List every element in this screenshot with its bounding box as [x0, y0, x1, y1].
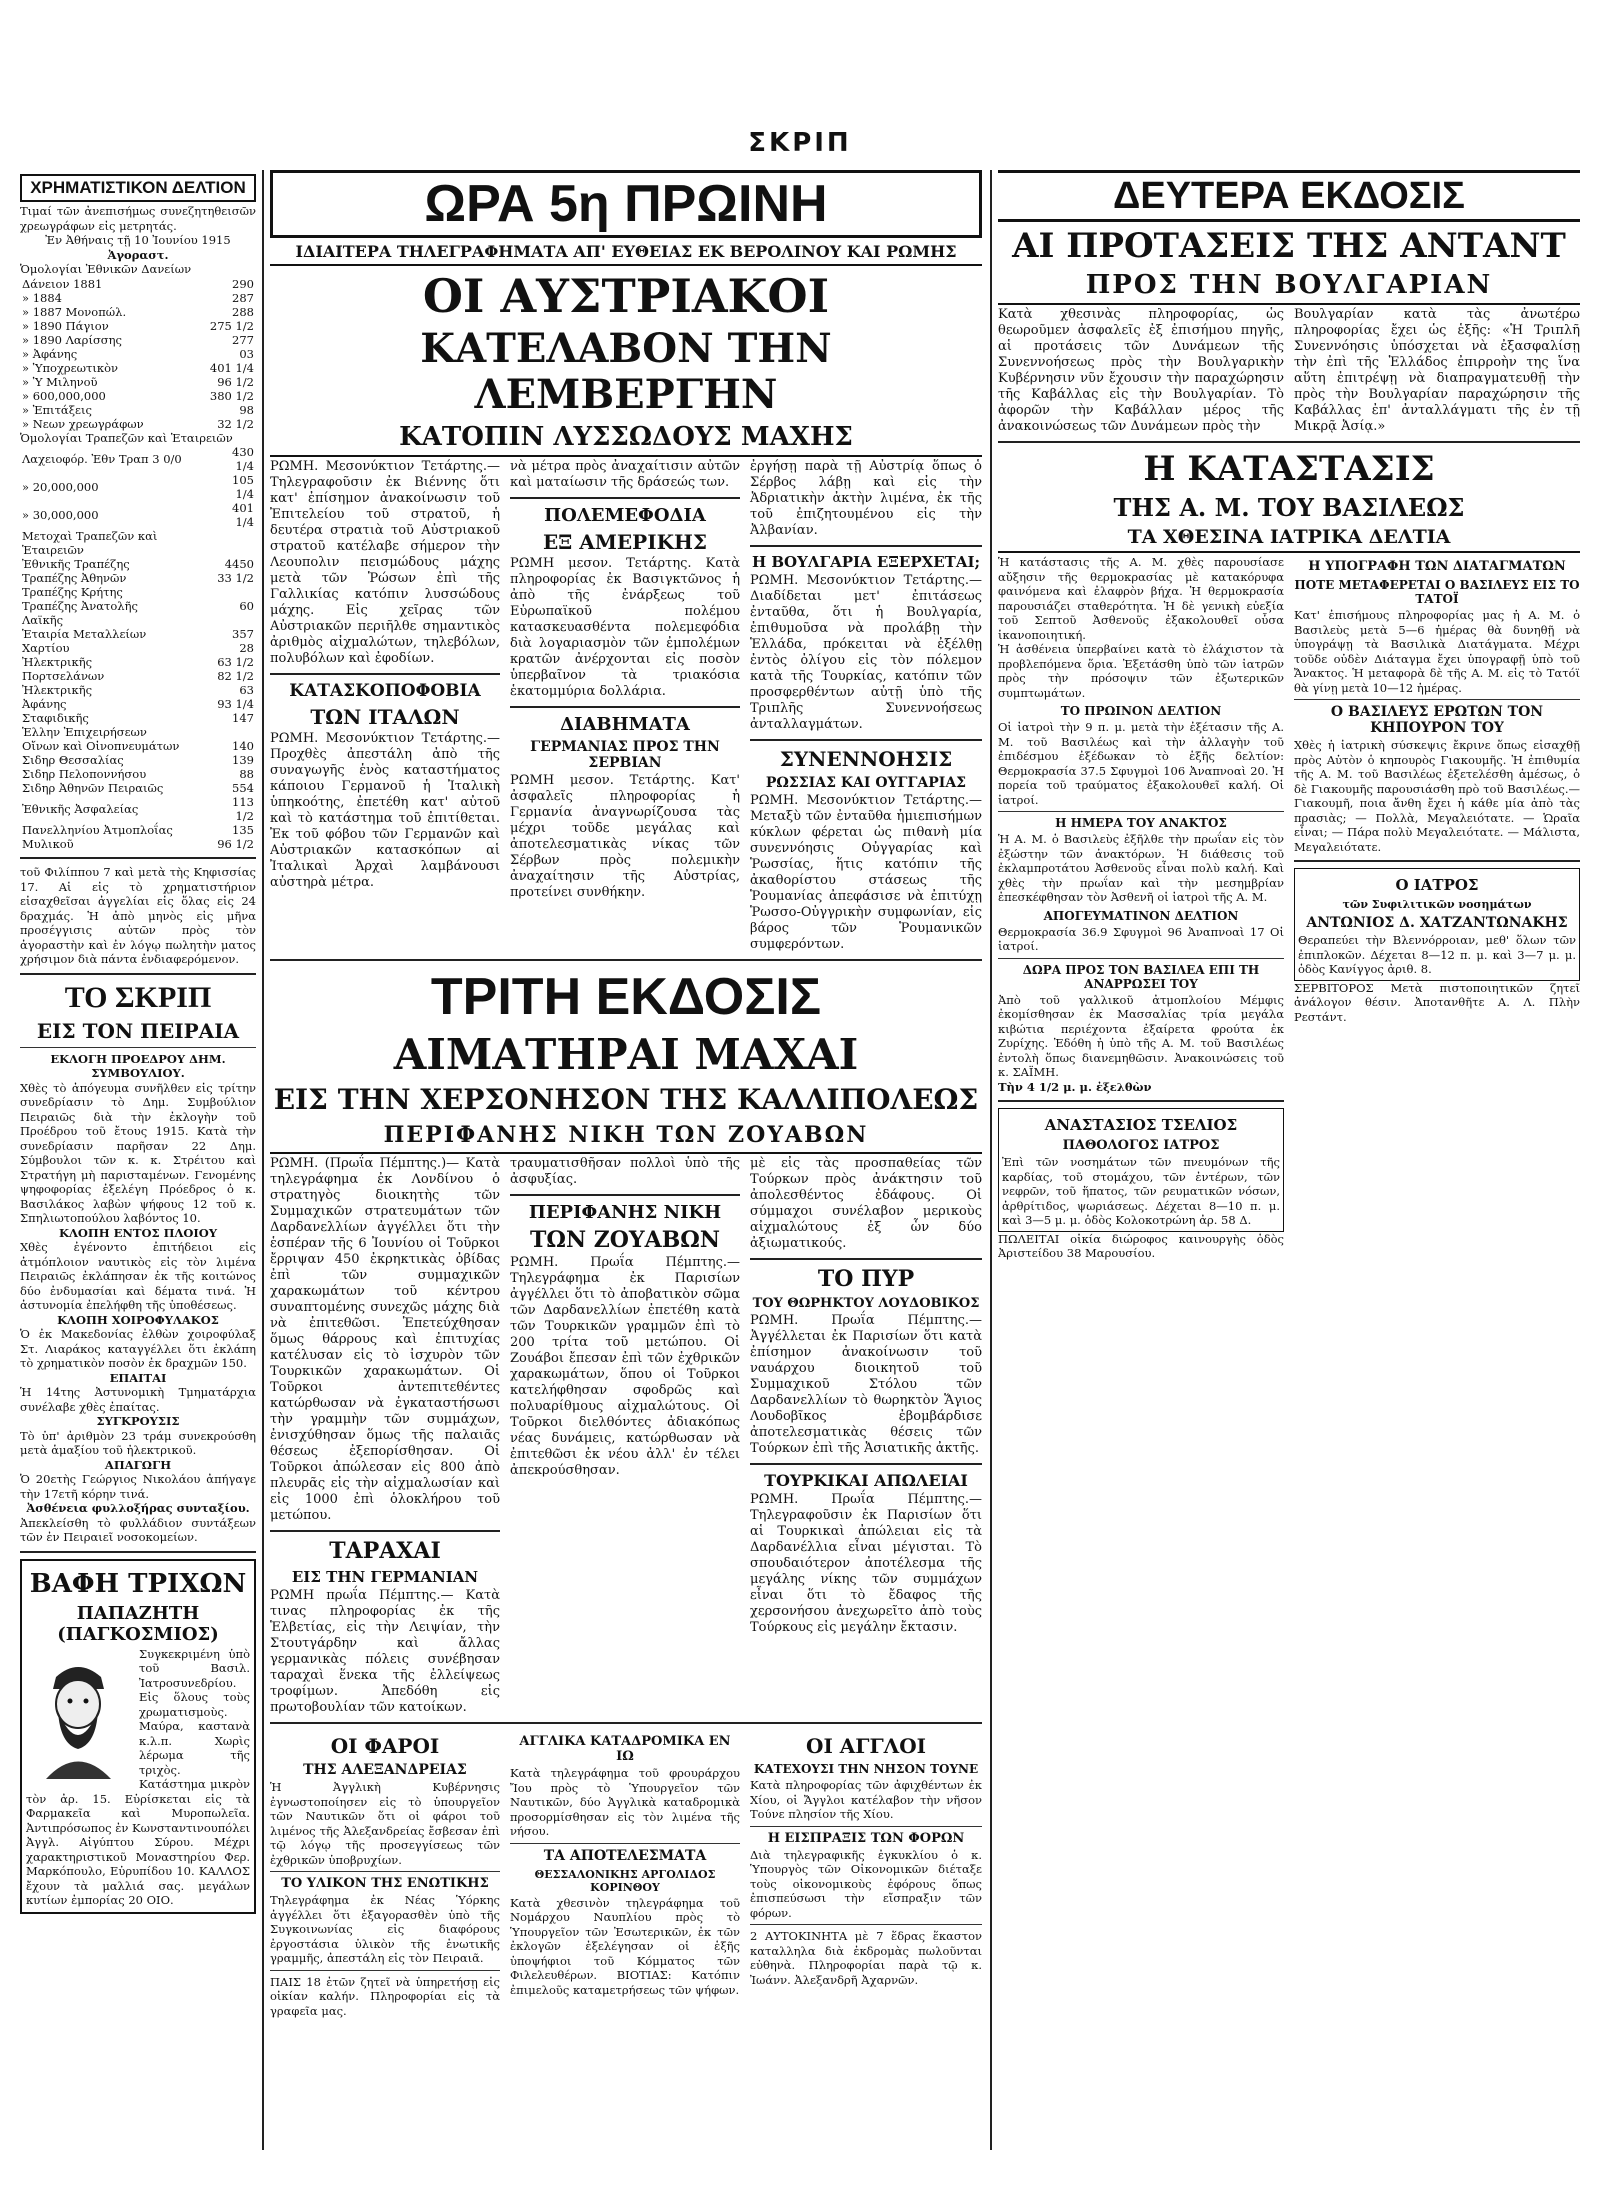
rates-label: Σιδηρ Θεσσαλίας [22, 753, 124, 767]
rates-label: » 600,000,000 [22, 388, 106, 403]
rates-value: 401 1/4 [209, 360, 254, 375]
apot-subtitle: ΘΕΣΣΑΛΟΝΙΚΗΣ ΑΡΓΟΛΙΔΟΣ ΚΟΡΙΝΘΟΥ [534, 1867, 716, 1894]
rates-row [20, 837, 256, 851]
signature-title: Η ΥΠΟΓΡΑΦΗ ΤΩΝ ΔΙΑΤΑΓΜΑΤΩΝ [1308, 559, 1566, 574]
gardener-body: Χθὲς ἡ ἰατρικὴ σύσκεψις ἔκρινε ὅπως εἰσαχθῇ πρὸς Αὐτὸν ὁ κηπουρὸς Γιακουμῆς. Ἡ ἐπιθυμία τῆς Α. Μ. τοῦ Βασιλέως ἐξετελέσθη ἀμέσως, ὁ δὲ Γιακουμῆς παρουσιάσθη πρὸ τοῦ Βασιλέως.— Γιακουμῆ, ποια ἄνθη ἔχει ἡ κάθε μία ἀπὸ τὰς πρασιὰς; — Πολλὰ, Μεγαλειότατε. — Ὡραῖα εἶναι; — Πάρα πολὺ Μεγαλειότατε. — Μάλιστα, Μεγαλειότατε. [1294, 738, 1580, 854]
rates-value: 105 1/4 [232, 473, 254, 501]
rates-value: 96 1/2 [217, 837, 254, 851]
rates-group-title: Ὁμολογίαι Ἐθνικῶν Δανείων [20, 262, 192, 276]
top-edition-band: ΩΡΑ 5η ΠΡΩΙΝΗ [270, 170, 982, 238]
anast-body: Ἐπὶ τῶν νοσημάτων τῶν πνευμόνων τῆς καρδίας, τοῦ στομάχου, τῶν ἐντέρων, τῶν νεφρῶν, τοῦ ἥπατος, τῶν ρευματικῶν νόσων, ἀρθρίτιδος, ψωριάσεως. Δέχεται 8—10 π. μ. καὶ 3—5 μ. μ. ὁδὸς Κολοκοτρώνη ἀρ. 58 Δ. [1002, 1155, 1280, 1227]
rates-value: 357 [232, 627, 254, 641]
rates-row [20, 711, 256, 725]
news-column [998, 555, 1284, 1261]
gallipoli-continuation: τραυματισθῆσαν πολλοὶ ὑπὸ τῆς ἀσφυξίας. [510, 1156, 740, 1187]
eisprax-title: Η ΕΙΣΠΡΑΞΙΣ ΤΩΝ ΦΟΡΩΝ [767, 1830, 965, 1846]
rates-label: » Ἐπιτάξεις [22, 402, 92, 417]
aggloi-body: Κατὰ πληροφορίας τῶν ἀφιχθέντων ἐκ Χίου, οἱ Ἄγγλοι κατέλαβον τὴν νῆσον Τούνε πλησίον τῆς Χίου. [750, 1778, 982, 1821]
rates-label: » 20,000,000 [22, 480, 99, 494]
piraeus-item-heading: ΚΛΟΠΗ ΧΟΙΡΟΦΥΛΑΚΟΣ [57, 1312, 219, 1327]
rates-value: 380 1/2 [209, 388, 254, 403]
yliki-body: Τηλεγράφημα ἐκ Νέας Ὑόρκης ἀγγέλλει ὅτι ἐξαγορασθὲν ὑπὸ τῆς Συγκοινωνίας εἰς διαφόρους ἐργοστάσια ὑλικὸν τῆς ἑνωτικῆς γραμμῆς, ἀπεστάλη εἰς τὸν Πειραιᾶ. [270, 1893, 500, 1965]
rates-label: » Ὑποχρεωτικὸν [22, 360, 118, 375]
tarax-body: ΡΩΜΗ πρωΐα Πέμπτης.— Κατὰ τινας πληροφορίας ἐκ τῆς Ἑλβετίας, εἰς τὴν Λειψίαν, τὴν Στουτγάρδην καὶ ἄλλας γερμανικὰς πόλεις συνέβησαν ταραχαὶ ἕνεκα τῆς ἐλλείψεως τροφίμων. Ἀπεδόθη εἰς πρωτοβουλίαν τῶν κατοίκων. [270, 1588, 500, 1715]
rates-value: 275 1/2 [209, 318, 254, 333]
signature-subtitle: ΠΟΤΕ ΜΕΤΑΦΕΡΕΤΑΙ Ο ΒΑΣΙΛΕΥΣ ΕΙΣ ΤΟ ΤΑΤΟΪ [1294, 578, 1580, 606]
rates-group-title: Ὁμολογίαι Τραπεζῶν καὶ Ἑταιρειῶν [20, 430, 233, 445]
rates-label: Ἀφάνης [22, 697, 67, 711]
rates-row [20, 375, 256, 389]
rates-value: 113 1/2 [232, 795, 254, 823]
rates-value: 96 1/2 [217, 374, 254, 389]
news-column [270, 1156, 500, 1716]
news-column [1294, 555, 1580, 1261]
evening-bulletin-body: Θερμοκρασία 36.9 Σφυγμοὶ 96 Ἀναπνοαὶ 17 Οἱ ἰατροί. [998, 924, 1284, 953]
rates-label: Τραπέζης Ἀνατολῆς [22, 599, 138, 613]
diab-body: ΡΩΜΗ μεσον. Τετάρτης. Κατ' ἀσφαλεῖς πληροφορίας ἡ Γερμανία ἀναγνωρίζουσα τὰς μέχρι τοῦδε μεγάλας καὶ ἀποτελεσματικὰς νίκας τῶν Σέρβων πρὸς πολεμικὴν ἀναχαίτησιν τῆς Αὐστρίας, προτείνει συνθήκην. [510, 773, 740, 900]
rates-value: 288 [232, 304, 254, 319]
nike-title: ΠΕΡΙΦΑΝΗΣ ΝΙΚΗ [528, 1202, 722, 1223]
aggloi-title: ΟΙ ΑΓΓΛΟΙ [806, 1734, 926, 1758]
classified-ad: ΠΑΙΣ 18 ἐτῶν ζητεῖ νὰ ὑπηρετήσῃ εἰς οἰκίαν καλήν. Πληροφορίαι εἰς τὰ γραφεῖα μας. [270, 1974, 500, 2018]
nike-body: ΡΩΜΗ. Πρωΐα Πέμπτης.— Τηλεγράφημα ἐκ Παρισίων ἀγγέλλει ὅτι τὸ ἀποβατικὸν σῶμα τῶν Δαρδανελλίων ἐπετέθη κατὰ τῶν Τουρκικῶν γραμμῶν ἐπὶ τὸ 200 τρίτα τοῦ μετώπου. Οἱ Ζουάβοι ἔπεσαν ἐπὶ τῶν ἐχθρικῶν χαρακωμάτων, ὅπου οἱ Τοῦρκοι κατελήφθησαν σφοδρῶς καὶ πολυαρίθμους αἰχμαλώτους. Οἱ Τοῦρκοι διελθόντες ἀδιακόπως νέας δυνάμεις, κατώρθωσαν νὰ ἐπιτεθῶσι ἐκ νέου ἀλλ' ἐν τέλει ἀπεκρούσθησαν. [510, 1255, 740, 1478]
rates-label: » 1887 Μονοπώλ. [22, 304, 127, 319]
anast-subtitle: ΠΑΘΟΛΟΓΟΣ ΙΑΤΡΟΣ [1062, 1138, 1220, 1153]
rates-label: Ἐθνικῆς Τραπέζης [22, 557, 130, 571]
headline-bloody-battles: ΑΙΜΑΤΗΡΑΙ ΜΑΧΑΙ [393, 1030, 859, 1079]
apot-title: ΤΑ ΑΠΟΤΕΛΕΣΜΑΤΑ [543, 1847, 707, 1864]
rates-label: Σιδηρ Πελοποννήσου [22, 767, 147, 781]
rates-subtitle: Ἀγοραστ. [107, 247, 169, 262]
rates-value [210, 585, 256, 599]
rates-label: Τραπέζης Ἀθηνῶν [22, 571, 127, 585]
rates-value: 135 [232, 823, 254, 837]
rates-row [20, 683, 256, 697]
headline-bulgaria: ΠΡΟΣ ΤΗΝ ΒΟΥΛΓΑΡΙΑΝ [998, 270, 1580, 305]
doctor-ad [998, 1108, 1284, 1232]
rates-table [20, 445, 256, 851]
news-column [750, 1156, 982, 1716]
topyr-body: ΡΩΜΗ. Πρωΐα Πέμπτης.— Ἀγγέλλεται ἐκ Παρισίων ὅτι κατὰ ἐπίσημον ἀνακοίνωσιν τοῦ ναυάρχου διοικητοῦ τοῦ Συμμαχικοῦ Στόλου τῶν Δαρδανελλίων τὸ θωρηκτὸν Ἅγιος Λουδοβῖκος ἐβομβάρδισε ἀποτελεσματικὰς θέσεις τῶν Τούρκων ἐπὶ τῆς Ἀσιατικῆς ἀκτῆς. [750, 1313, 982, 1456]
classified-ad: 2 ΑΥΤΟΚΙΝΗΤΑ μὲ 7 ἕδρας ἕκαστον καταλληλα διὰ ἐκδρομὰς πωλοῦνται εὐθηνὰ. Πληροφορίαι παρὰ τῷ κ. Ἰωάνν. Ἀλεξανδρῆ Ἀχαρνῶν. [750, 1929, 982, 1987]
news-column [270, 459, 500, 953]
rates-value: 554 [232, 781, 254, 795]
rates-label: Ἑταιρία Μεταλλείων [22, 627, 147, 641]
rates-value: 277 [232, 332, 254, 347]
angl-title: ΑΓΓΛΙΚΑ ΚΑΤΑΔΡΟΜΙΚΑ ΕΝ ΙΩ [519, 1734, 731, 1764]
rates-row [20, 333, 256, 347]
rates-value: 430 1/4 [232, 445, 254, 473]
rates-value: 28 [239, 641, 254, 655]
rates-intro: Τιμαί τῶν ἀνεπισήμως συνεζητηθεισῶν χρεωγράφων εἰς μετρητάς. [20, 204, 256, 233]
piraeus-item-heading: ΕΠΑΙΤΑΙ [109, 1370, 167, 1385]
rates-row [20, 795, 256, 823]
rates-value: 290 [232, 276, 254, 291]
signature-body: Κατ' ἐπισήμους πληροφορίας μας ἡ Α. Μ. ὁ Βασιλεὺς μετὰ 5—6 ἡμέρας θὰ δυνηθῇ νὰ ὑπογράψῃ τὰ Βασιλικὰ Διατάγματα. Μέχρι τοῦδε οὐδὲν Διάταγμα ἔχει ὑπογραφῇ ὑπὸ τοῦ Ἄνακτος. Ἡ μεταφορὰ δὲ τῆς Α. Μ. εἰς τὸ Τατόϊ θὰ γίνῃ μετὰ 10—12 ἡμέρας. [1294, 608, 1580, 695]
synen-title: ΣΥΝΕΝΝΟΗΣΙΣ [779, 747, 953, 771]
kataskopo-subtitle: ΤΩΝ ΙΤΑΛΩΝ [310, 705, 460, 729]
rates-table [20, 277, 256, 431]
iatr-body: Θεραπεύει τὴν Βλεννόρροιαν, μεθ' ὅλων τῶν ἐπιπλοκῶν. Δέχεται 8—12 π. μ. καὶ 3—7 μ. μ. ὁδὸς Κανίγγος ἀριθ. 8. [1298, 933, 1576, 976]
column-right [998, 170, 1580, 2150]
headline-austrians: ΟΙ ΑΥΣΤΡΙΑΚΟΙ [422, 269, 830, 323]
tour-title: ΤΟΥΡΚΙΚΑΙ ΑΠΩΛΕΙΑΙ [764, 1471, 968, 1490]
rates-label: Ἑλλην Ἐπιχειρήσεων [22, 725, 147, 739]
gallipoli-lead: ΡΩΜΗ. (Πρωΐα Πέμπτης.)— Κατὰ τηλεγράφημα ἐκ Λονδίνου ὁ στρατηγὸς διοικητὴς τῶν Συμμαχικῶν στρατευμάτων τῶν Δαρδανελλίων ἀγγέλλει ὅτι τὴν ἑσπέραν τῆς 6 Ἰουνίου οἱ Τοῦρκοι ἔρριψαν 450 ἐκρηκτικὰς ὀβίδας ἐπὶ τῶν συμμαχικῶν χαρακωμάτων τοῦ κέντρου συναπτομένης συνεχῶς μάχης διὰ νὰ ἐπιτεθῶσι. Ἐπετεύχθησαν ὅμως θάρρους καὶ ἐπιτυχίας κατέλυσαν εἰς τὸ ἰσχυρὸν τῶν Τουρκικῶν χαρακωμάτων. Οἱ Τοῦρκοι ἀντεπιτεθέντες κατώρθωσαν νὰ ἐγκαταστήσωσι τὴν γραμμὴν τῶν συμμάχων, ἐνισχύθησαν ὅμως τῆς παλαιᾶς θέσεως ἐξεπορίσθησαν. Οἱ Τοῦρκοι ἀπώλεσαν εἰς 800 ἀπὸ πλευρᾶς εἰς τὴν αἰχμαλωσίαν καὶ εἰς 1000 ἐπὶ ὁλοκλήρου τοῦ μετώπου. [270, 1156, 500, 1523]
tarax-title: ΤΑΡΑΧΑΙ [329, 1538, 441, 1564]
rates-row [20, 753, 256, 767]
rates-row [20, 669, 256, 683]
rates-label: Σιδηρ Ἀθηνῶν Πειραιῶς [22, 781, 164, 795]
rates-row [20, 823, 256, 837]
rates-value: 4450 [224, 557, 254, 571]
rates-value: 88 [239, 767, 254, 781]
nike-subtitle: ΤΩΝ ΖΟΥΑΒΩΝ [529, 1227, 720, 1253]
rates-label: » Ὑ Μιληνοῦ [22, 374, 98, 389]
rates-label: » 1890 Λαρίσσης [22, 332, 122, 347]
evening-bulletin-title: ΑΠΟΓΕΥΜΑΤΙΝΟΝ ΔΕΛΤΙΟΝ [1043, 908, 1239, 923]
headline-lemberg: ΚΑΤΕΛΑΒΟΝ ΤΗΝ ΛΕΜΒΕΡΓΗΝ [420, 325, 832, 418]
rates-label: Πανελληνίου Ἀτμοπλοΐας [22, 823, 173, 837]
piraeus-item-heading: ΣΥΓΚΡΟΥΣΙΣ [96, 1414, 180, 1428]
king-condition-body-2: Ἡ ἀσθένεια ὑπερβαίνει κατὰ τὸ ἐλάχιστον τὰ προβλεπόμενα ὅρια. Ἐξετάσθη ὑπὸ τῶν ἰατρῶν πρὸς τὴν πρόσοψιν τῶν ἐξωτερικῶν συμπτωμάτων. [998, 642, 1284, 700]
news-column [510, 459, 740, 953]
iatr-title: Ο ΙΑΤΡΟΣ [1395, 876, 1479, 894]
king-condition-subtitle: ΤΗΣ Α. Μ. ΤΟΥ ΒΑΣΙΛΕΩΣ [1113, 493, 1465, 522]
column-rule [262, 170, 264, 2150]
rates-value: 32 1/2 [217, 416, 254, 431]
tour-body: ΡΩΜΗ. Πρωΐα Πέμπτης.— Τηλεγραφοῦσιν ἐκ Παρισίων ὅτι αἱ Τουρκικαὶ ἀπώλειαι εἰς τὰ Δαρδανέλλια εἶναι μέγισται. Τὸ σπουδαιότερον ἀποτέλεσμα τῆς μεγάλης νίκης τῶν συμμάχων εἶναι ὅτι τὸ ἔδαφος τῆς χερσονήσου ἀνεχωρεῖτο ἀπὸ τοὺς Τούρκους εἰς μεγάλην ἔκτασιν. [750, 1492, 982, 1635]
rates-dateline: Ἐν Ἀθήναις τῇ 10 Ἰουνίου 1915 [45, 233, 231, 247]
news-column [510, 1730, 740, 2018]
news-column [510, 1156, 740, 1716]
rates-label: » Νεων χρεωγράφων [22, 416, 144, 431]
farol-title: ΟΙ ΦΑΡΟΙ [330, 1734, 440, 1758]
king-day-title: Η ΗΜΕΡΑ ΤΟΥ ΑΝΑΚΤΟΣ [1055, 816, 1227, 830]
gardener-title: Ο ΒΑΣΙΛΕΥΣ ΕΡΩΤΩΝ ΤΟΝ ΚΗΠΟΥΡΟΝ ΤΟΥ [1330, 704, 1544, 736]
rates-row [20, 445, 256, 473]
rates-row [20, 585, 256, 599]
piraeus-item-body: Χθὲς ἐγένοντο ἐπιτήδειοι εἰς ἀτμόπλοιον ναυτικὸς εἰς τὸν λιμένα Πειραιῶς ἐκλάπησαν ἐκ τῆς κοιτώνος δύο ἐνδυμασίαι καὶ δέματα τινά. Ἡ ἀστυνομία ἐπελήφθη τῆς ὑποθέσεως. [20, 1240, 256, 1312]
tarax-subtitle: ΕΙΣ ΤΗΝ ΓΕΡΜΑΝΙΑΝ [291, 1568, 479, 1586]
rates-row [20, 767, 256, 781]
rates-label: Ἐθνικῆς Ἀσφαλείας [22, 802, 139, 816]
morning-bulletin-title: ΤΟ ΠΡΩΙΝΟΝ ΔΕΛΤΙΟΝ [1060, 704, 1222, 718]
voulg-title: Η ΒΟΥΛΓΑΡΙΑ ΕΞΕΡΧΕΤΑΙ; [751, 553, 981, 571]
rates-row [20, 389, 256, 403]
piraeus-item-body: Ὁ 20ετὴς Γεώργιος Νικολάου ἀπήγαγε τὴν 17ετῆ κόρην τινά. [20, 1472, 256, 1501]
lead-article: ΡΩΜΗ. Μεσονύκτιον Τετάρτης.— Τηλεγραφοῦσιν ἐκ Βιέννης ὅτι κατ' ἐπίσημον ἀνακοίνωσιν τοῦ Ἐπιτελείου τοῦ στρατοῦ, ἡ δευτέρα στρατιὰ τοῦ Αὐστριακοῦ στρατοῦ κατέλαβε σήμερον τὴν Λεουπολιν πεισμώδους μάχης μετὰ τῶν Ῥώσων ἐπὶ τῆς Γαλλικίας κατόπιν λυσσώδους μάχης. Εἰς χεῖρας τῶν Αὐστριακῶν περιῆλθε σημαντικὸς ἀριθμὸς αἰχμαλώτων, τηλεβόλων, πολυβόλων καὶ ἐφοδίων. [270, 459, 500, 666]
rates-label: Χαρτίου [22, 641, 70, 655]
rates-label: Ἠλεκτρικῆς [22, 655, 93, 669]
king-condition-body: Ἡ κατάστασις τῆς Α. Μ. χθὲς παρουσίασε αὔξησιν τῆς θερμοκρασίας μὲ κατακόρυφα φαινόμενα καὶ ἐλαφρὸν βήχα. Ἡ θερμοκρασία παρουσιάζει σταθερότητα. Ἡ δὲ γενικὴ εὐεξία τοῦ Σεπτοῦ Ἀσθενοῦς ἐξακολουθεῖ οὖσα ἱκανοποιητική. [998, 555, 1284, 642]
kataskopo-title: ΚΑΤΑΣΚΟΠΟΦΟΒΙΑ [289, 681, 481, 701]
rates-row [20, 291, 256, 305]
rates-label: » 1884 [22, 290, 62, 305]
rates-value: 33 1/2 [217, 571, 254, 585]
hair-ad-subtitle: ΠΑΠΑΖΗΤΗ (ΠΑΓΚΟΣΜΙΟΣ) [57, 1602, 219, 1645]
piraeus-item-heading: Ἀσθένεια φυλλοξήρας συνταξίου. [26, 1501, 250, 1515]
rates-label: Ἠλεκτρικῆς [22, 683, 93, 697]
diab-subtitle: ΓΕΡΜΑΝΙΑΣ ΠΡΟΣ ΤΗΝ ΣΕΡΒΙΑΝ [530, 739, 720, 771]
col3-top: μὲ εἰς τὰς προσπαθείας τῶν Τούρκων πρὸς ἀνάκτησιν τοῦ ἀπολεσθέντος ἐδάφους. Οἱ σύμμαχοι συνέλαβον μερικοὺς αἰχμαλώτους ἐξ ὧν δύο ἀξιωματικούς. [750, 1156, 982, 1251]
medical-bulletins-title: ΤΑ ΧΘΕΣΙΝΑ ΙΑΤΡΙΚΑ ΔΕΛΤΙΑ [998, 526, 1580, 553]
piraeus-news-list [20, 1052, 256, 1545]
polem-subtitle: ΕΞ ΑΜΕΡΙΚΗΣ [543, 530, 707, 554]
rates-label: » Ἀφάνης [22, 346, 78, 361]
rates-row [20, 557, 256, 571]
rates-value: 401 1/4 [232, 501, 254, 529]
rates-label: » 30,000,000 [22, 508, 99, 522]
rates-value: 147 [232, 711, 254, 725]
piraeus-item-heading: ΕΚΛΟΓΗ ΠΡΟΕΔΡΟΥ ΔΗΜ. ΣΥΜΒΟΥΛΙΟΥ. [50, 1051, 226, 1080]
headline-battle: ΚΑΤΟΠΙΝ ΛΥΣΣΩΔΟΥΣ ΜΑΧΗΣ [270, 422, 982, 457]
hair-ad-body: Συγκεκριμένη ὑπὸ τοῦ Βασιλ. Ἰατροσυνεδρίου. Εἰς ὅλους τοὺς χρωματισμοὺς. Μαύρα, καστανὰ κ.λ.π. Χωρὶς λέρωμα τῆς τριχὸς. Κατάστημα μικρὸν τὸν ἀρ. 15. Εὑρίσκεται εἰς τὰ Φαρμακεῖα καὶ Μυροπωλεῖα. Ἀντιπρόσωπος ἐν Κωνσταντινουπόλει Ἀγγλ. Αἰγύπτου Σύρου. Μέχρι χαρακτηριστικοῦ Μοναστηρίου Φερ. Μαρκόπουλο, Εὐρυπίδου 10. ΚΑΛΛΟΣ ἔχουν τὰ μαλλιά σας. μεγάλων κυτίων ἐμπορίας 20 ΟΙΟ. [26, 1646, 250, 1907]
eisprax-body: Διὰ τηλεγραφικῆς ἐγκυκλίου ὁ κ. Ὑπουργὸς τῶν Οἰκονομικῶν διέταξε τοὺς οἰκονομικοὺς ἐφόρους ὅπως ἐπισπεύσωσι τὴν εἴσπραξιν τῶν φόρων. [750, 1847, 982, 1920]
classified-ad: ΠΩΛΕΙΤΑΙ οἰκία διώροφος καινουργὴς ὁδὸς Ἀριστείδου 38 Μαρουσίου. [998, 1231, 1284, 1260]
anast-title: ΑΝΑΣΤΑΣΙΟΣ ΤΣΕΛΙΟΣ [1044, 1116, 1238, 1134]
synen-subtitle: ΡΩΣΣΙΑΣ ΚΑΙ ΟΥΓΓΑΡΙΑΣ [765, 775, 967, 791]
rates-value: 140 [232, 739, 254, 753]
rates-label: Σταφιδικῆς [22, 711, 89, 725]
classified-ad: ΣΕΡΒΙΤΟΡΟΣ Μετὰ πιστοποιητικῶν ζητεῖ ἀνάλογον θέσιν. Ἀποτανθῆτε Α. Λ. Πλὴν Ρεστάντ. [1294, 980, 1580, 1024]
rates-value: 287 [232, 290, 254, 305]
headline-zouaves: ΠΕΡΙΦΑΝΗΣ ΝΙΚΗ ΤΩΝ ΖΟΥΑΒΩΝ [270, 1121, 982, 1154]
rates-row [20, 627, 256, 641]
rates-row [20, 277, 256, 291]
rates-row [20, 781, 256, 795]
rates-label: Λαχειοφόρ. Ἐθν Τραπ 3 0/0 [22, 452, 182, 466]
iatr-name: ΑΝΤΩΝΙΟΣ Δ. ΧΑΤΖΑΝΤΩΝΑΚΗΣ [1306, 915, 1568, 931]
masthead: ΣΚΡΙΠ [748, 128, 852, 158]
hair-dye-ad [20, 1559, 256, 1914]
entente-body-cont: Βουλγαρίαν κατὰ τὰς ἀνωτέρω πληροφορίας ἔχει ὡς ἑξῆς: «Ἡ Τριπλῆ Συνεννόησις ὑπόσχεται νὰ ἐξασφαλίσῃ τὴν ἐπὶ τῆς Ἑλλάδος ἐπιρροὴν της ἵνα αὕτη ἐπιτρέψῃ νὰ διαπραγματευθῇ τὴν πρὸς τὴν Βουλγαρίαν παραχώρησιν τῆς Καβάλλας ἐπ' ἀνταλλάγματι τῆς ἐν τῇ Μικρᾷ Ἀσίᾳ.» [1294, 307, 1580, 434]
rates-label: Μυλικοῦ [22, 837, 74, 851]
rates-label: Μετοχαὶ Τραπεζῶν καὶ Ἑταιρειῶν [22, 529, 158, 557]
kataskopo-body: ΡΩΜΗ. Μεσονύκτιον Τετάρτης.— Προχθὲς ἀπεστάλη ἀπὸ τῆς συναγωγῆς ἑνὸς καταστήματος κάποιου Γερμανοῦ ἡ Ἰταλικὴ ὑπηκοότης, ἐπετέθη κατ' αὐτοῦ καὶ τὸ κατάστημα τοῦ ἐπιτίθεται. Ἐκ τοῦ φόβου τῶν Γερμανῶν καὶ Αὐστριακῶν κατασκόπων αἱ Ἰταλικαὶ Ἀρχαὶ λαμβάνουσι αὐστηρὰ μέτρα. [270, 731, 500, 890]
rates-row [20, 599, 256, 613]
hair-ad-title: ΒΑΦΗ ΤΡΙΧΩΝ [29, 1568, 247, 1599]
king-condition-title: Η ΚΑΤΑΣΤΑΣΙΣ [1143, 449, 1435, 489]
headline-entente: ΑΙ ΠΡΟΤΑΣΕΙΣ ΤΗΣ ΑΝΤΑΝΤ [1012, 226, 1566, 266]
rates-value: 82 1/2 [217, 669, 254, 683]
rates-value: 63 [239, 683, 254, 697]
rates-label: Λαϊκῆς [22, 613, 64, 627]
rates-row [20, 739, 256, 753]
gifts-body: Ἀπὸ τοῦ γαλλικοῦ ἀτμοπλοίου Μέμφις ἐκομίσθησαν ἐκ Μασσαλίας τρία μεγάλα κιβώτια περιέχοντα ἐξαίρετα φρούτα ἐκ Ζυρίχης. Ἐδόθη ἡ ὑπὸ τῆς Α. Μ. τοῦ Βασιλέως ἐντολὴ ὅπως διανεμηθῶσιν. Ἀνακοινώσεις τοῦ κ. ΣΑΪΜΗ. [998, 992, 1284, 1079]
polem-body: ΡΩΜΗ μεσον. Τετάρτης. Κατὰ πληροφορίας ἐκ Βασιγκτῶνος ἡ ἀπὸ τῆς ἐνάρξεως τοῦ Εὐρωπαϊκοῦ πολέμου κατασκευασθέντα πολεμεφόδια διὰ λογαριασμὸν τῶν ἐμπολέμων κρατῶν ἀνέρχονται εἰς ποσὸν ὑπερβαῖνον τὰ τριακόσια ἑκατομμύρια δολλάρια. [510, 556, 740, 699]
morning-bulletin-body: Οἱ ἰατροὶ τὴν 9 π. μ. μετὰ τὴν ἐξέτασιν τῆς Α. Μ. τοῦ Βασιλέως καὶ τὴν ἀλλαγὴν τοῦ ἐπιδέσμου ἐξέδωκαν τὸ ἑξῆς δελτίον: Θερμοκρασία 37.5 Σφυγμοὶ 106 Ἀναπνοαὶ 20. Ἡ πορεία τοῦ τραύματος ἐξακολουθεῖ καλή. Οἱ ἰατροί. [998, 720, 1284, 807]
angl-body: Κατὰ τηλεγράφημα τοῦ φρουράρχου Ἴου πρὸς τὸ Ὑπουργεῖον τῶν Ναυτικῶν, δύο Ἀγγλικὰ καταδρομικὰ προσορμίσθησαν εἰς τὸν λιμένα τῆς νήσου. [510, 1766, 740, 1838]
headline-gallipoli: ΕΙΣ ΤΗΝ ΧΕΡΣΟΝΗΣΟΝ ΤΗΣ ΚΑΛΛΙΠΟΛΕΩΣ [273, 1083, 979, 1116]
iatr-subtitle: τῶν Συφιλιτικῶν νοσημάτων [1342, 898, 1532, 911]
doctor-ad [1294, 868, 1580, 981]
piraeus-item-body: Τὸ ὑπ' ἀριθμὸν 23 τράμ συνεκρούσθη μετὰ ἁμαξίου τοῦ ἠλεκτρικοῦ. [20, 1428, 256, 1457]
entente-body: Κατὰ χθεσινὰς πληροφορίας, ὡς θεωροῦμεν ἀσφαλεῖς ἐξ ἐπισήμου πηγῆς, αἱ προτάσεις τῶν Δυνάμεων τῆς Συνεννοήσεως πρὸς τὴν Βουλγαρικὴν Κυβέρνησιν νῦν ἔχουσιν τὴν παραχώρησιν τῆς Καβάλλας εἰς τὴν Βουλγαρίαν. Τὸ ἀφορῶν τὴν Καβάλλαν μέρος τῆς ἀνακοινώσεως τῶν Δυνάμεων πρὸς τὴν [998, 307, 1284, 434]
gifts-title: ΔΩΡΑ ΠΡΟΣ ΤΟΝ ΒΑΣΙΛΕΑ ΕΠΙ ΤΗ ΑΝΑΡΡΩΣΕΙ ΤΟΥ [1022, 962, 1260, 991]
yliki-title: ΤΟ ΥΛΙΚΟΝ ΤΗΣ ΕΝΩΤΙΚΗΣ [281, 1876, 489, 1891]
rates-row [20, 403, 256, 417]
topyr-subtitle: ΤΟΥ ΘΩΡΗΚΤΟΥ ΛΟΥΔΟΒΙΚΟΣ [752, 1296, 980, 1311]
rates-row [20, 347, 256, 361]
rates-value: 93 1/4 [217, 697, 254, 711]
col3-continuation: ἐργήσῃ παρὰ τῇ Αὐστρίᾳ ὅπως ὁ Σέρβος λάβῃ καὶ εἰς τὴν Ἀδριατικὴν ἀκτὴν λιμένα, ἐκ τῆς τοῦ ἐπιζητουμένου εἰς τὴν Ἀλβανίαν. [750, 459, 982, 538]
rates-row [20, 655, 256, 669]
piraeus-item-body: Χθὲς τὸ ἀπόγευμα συνῆλθεν εἰς τρίτην συνεδρίασιν τὸ Δημ. Συμβούλιον Πειραιῶς διὰ τὴν ἐκλογὴν τοῦ Προέδρου τοῦ ἔτους 1915. Κατὰ τὴν συνεδρίασιν παρῆσαν 22 Δημ. Σύμβουλοι τῶν κ. κ. Στρέιτου καὶ Στρατήγη μὴ παρισταμένων. Γενομένης ψηφοφορίας ἐξελέγη Πρόεδρος ὁ κ. Βασιλάκος λαβὼν ψήφους 12 τοῦ κ. Σπηλιωτοπούλου λαβόντος 10. [20, 1080, 256, 1225]
farol-body: Ἡ Ἀγγλικὴ Κυβέρνησις ἐγνωστοποίησεν εἰς τὸ ὑπουργεῖον τῶν Ναυτικῶν ὅτι οἱ φάροι τοῦ λιμένος τῆς Ἀλεξανδρείας ἔσβεσαν ἐπὶ τῷ λόγῳ τῆς προσεγγίσεως τῶν ἐχθρικῶν ὑποβρυχίων. [270, 1780, 500, 1867]
column-center [270, 170, 982, 2150]
second-edition-band: ΔΕΥΤΕΡΑ ΕΚΔΟΣΙΣ [998, 170, 1580, 222]
rates-value: 98 [239, 402, 254, 417]
news-column [750, 459, 982, 953]
rates-label: Οἴνων καὶ Οἰνοπνευμάτων [22, 739, 180, 753]
apot-body: Κατὰ χθεσινὸν τηλεγράφημα τοῦ Νομάρχου Ναυπλίου πρὸς τὸ Ὑπουργεῖον τῶν Ἐσωτερικῶν, ἐκ τῶν ἐκλογῶν ἐξελέγησαν οἱ ἑξῆς ὑποψήφιοι τοῦ Κόμματος τῶν Φιλελευθέρων. ΒΙΟΤΙΑΣ: Κατόπιν ἐπιμελοῦς καταμετρήσεως τῶν ψήφων. [510, 1895, 740, 1997]
rates-note: τοῦ Φιλίππου 7 καὶ μετὰ τὴς Κηφισσίας 17. Αἱ εἰς τὸ χρηματιστήριον εἰσαχθεῖσαι ἀγγελίαι εἰς ὅλας εἰς 24 δραχμάς. Ἡ ἀπὸ μηνὸς εἰς μῆνα προσέγγισις αὐτῶν πρὸς τὸν ἀγοραστὴν καὶ ἐν λόγῳ πωλητὴν ματος χρήσιμον διὰ πάντα ἐνδιαφερόμενον. [20, 865, 256, 966]
rates-value [210, 613, 256, 627]
king-day-body: Ἡ Α. Μ. ὁ Βασιλεὺς ἐξῆλθε τὴν πρωΐαν εἰς τὸν ἐξώστην τῶν ἀνακτόρων. Ἡ διάθεσις τοῦ ἐκλαμπροτάτου Ἀσθενοῦς εἶναι πολὺ καλή. Καὶ χθὲς τὴν πρωΐαν καὶ τὴν μεσημβρίαν ἐπεσκέφθησαν τὸν Ἀσθενῆ οἱ ἰατροὶ τῆς Α. Μ. [998, 832, 1284, 904]
rates-row [20, 529, 256, 557]
rates-row [20, 697, 256, 711]
column-left [20, 170, 256, 2150]
rates-row [20, 571, 256, 585]
rates-title: ΧΡΗΜΑΤΙΣΤΙΚΟΝ ΔΕΛΤΙΟΝ [20, 174, 256, 202]
aggloi-subtitle: ΚΑΤΕΧΟΥΣΙ ΤΗΝ ΝΗΣΟΝ ΤΟΥΝΕ [753, 1762, 979, 1776]
rates-value: 60 [239, 599, 254, 613]
rates-label: » 1890 Πάγιον [22, 318, 109, 333]
farol-subtitle: ΤΗΣ ΑΛΕΞΑΝΔΡΕΙΑΣ [303, 1762, 467, 1778]
piraeus-item-heading: ΑΠΑΓΩΓΗ [104, 1457, 172, 1472]
rates-value: 63 1/2 [217, 655, 254, 669]
lead-continuation: νὰ μέτρα πρὸς ἀναχαίτισιν αὐτῶν καὶ ματαίωσιν τῆς δράσεώς των. [510, 459, 740, 490]
rates-label: Τραπέζης Κρήτης [22, 585, 123, 599]
skrip-piraeus-subtitle: ΕΙΣ ΤΟΝ ΠΕΙΡΑΙΑ [36, 1018, 240, 1043]
rates-label: Πορτσελάνων [22, 669, 105, 683]
rates-value: 03 [239, 346, 254, 361]
telegram-subheading: ΙΔΙΑΙΤΕΡΑ ΤΗΛΕΓΡΑΦΗΜΑΤΑ ΑΠ' ΕΥΘΕΙΑΣ ΕΚ ΒΕΡΟΛΙΝΟΥ ΚΑΙ ΡΩΜΗΣ [270, 242, 982, 266]
piraeus-item-body: Ἡ 14της Ἀστυνομικὴ Τμηματάρχια συνέλαβε χθὲς ἐπαίτας. [20, 1385, 256, 1414]
rates-row [20, 725, 256, 739]
portrait-illustration [26, 1649, 131, 1779]
news-column [270, 1730, 500, 2018]
topyr-title: ΤΟ ΠΥΡ [817, 1266, 915, 1292]
piraeus-item-body: Ἀπεκλείσθη τὸ φυλλάδιον συντάξεων τῶν ἐν Πειραιεῖ νοσοκομείων. [20, 1515, 256, 1544]
news-column [750, 1730, 982, 2018]
rates-value [210, 529, 256, 557]
rates-row [20, 473, 256, 501]
piraeus-item-body: Ὁ ἐκ Μακεδονίας ἐλθὼν χοιροφύλαξ Στ. Λιαράκος καταγγέλλει ὅτι ἐκλάπη τὸ χρηματικὸν ποσὸν ἐκ δραχμῶν 150. [20, 1327, 256, 1370]
rates-row [20, 417, 256, 431]
polem-title: ΠΟΛΕΜΕΦΟΔΙΑ [544, 505, 706, 526]
rates-row [20, 641, 256, 655]
rates-value: 139 [232, 753, 254, 767]
diab-title: ΔΙΑΒΗΜΑΤΑ [560, 714, 690, 735]
column-rule [990, 170, 992, 2150]
synen-body: ΡΩΜΗ. Μεσονύκτιον Τετάρτης.— Μεταξὺ τῶν ἐνταῦθα ἡμιεπισήμων κύκλων φέρεται ὡς πιθανὴ μία συνεννόησις Οὐγγαρίας καὶ Ῥωσσίας, ἥτις κατόπιν τῆς ἀκαθορίστου στάσεως τῆς Ῥουμανίας ἀπεφάσισε νὰ ἐπιτύχῃ Ῥωσσο-Οὐγγρικὴν συμφωνίαν, εἰς βάρος τῶν Ῥουμανικῶν συμφερόντων. [750, 793, 982, 952]
time-note: Τὴν 4 1/2 μ. μ. ἐξελθὼν [998, 1079, 1152, 1094]
rates-row [20, 361, 256, 375]
rates-value [210, 725, 256, 739]
voulg-body: ΡΩΜΗ. Μεσονύκτιον Τετάρτης.— Διαδίδεται μετ' ἐπιτάσεως ἐνταῦθα, ὅτι ἡ Βουλγαρία, ἐπιθυμοῦσα νὰ προλάβῃ τὴν Ἑλλάδα, πρόκειται νὰ ἐξέλθῃ ἐντὸς ὀλίγου εἰς τὸν πόλεμον κατὰ τῆς Τουρκίας, κατόπιν τῶν προσφερθέντων αὐτῇ ὑπὸ τῆς Τριπλῆς Συνεννοήσεως ἀνταλλαγμάτων. [750, 573, 982, 732]
skrip-piraeus-title: ΤΟ ΣΚΡΙΠ [64, 980, 212, 1014]
rates-row [20, 501, 256, 529]
piraeus-item-heading: ΚΛΟΠΗ ΕΝΤΟΣ ΠΛΟΙΟΥ [58, 1225, 218, 1240]
rates-label: Δάνειον 1881 [22, 276, 103, 291]
third-edition-band: ΤΡΙΤΗ ΕΚΔΟΣΙΣ [430, 968, 822, 1026]
rates-row [20, 319, 256, 333]
rates-row [20, 305, 256, 319]
rates-row [20, 613, 256, 627]
